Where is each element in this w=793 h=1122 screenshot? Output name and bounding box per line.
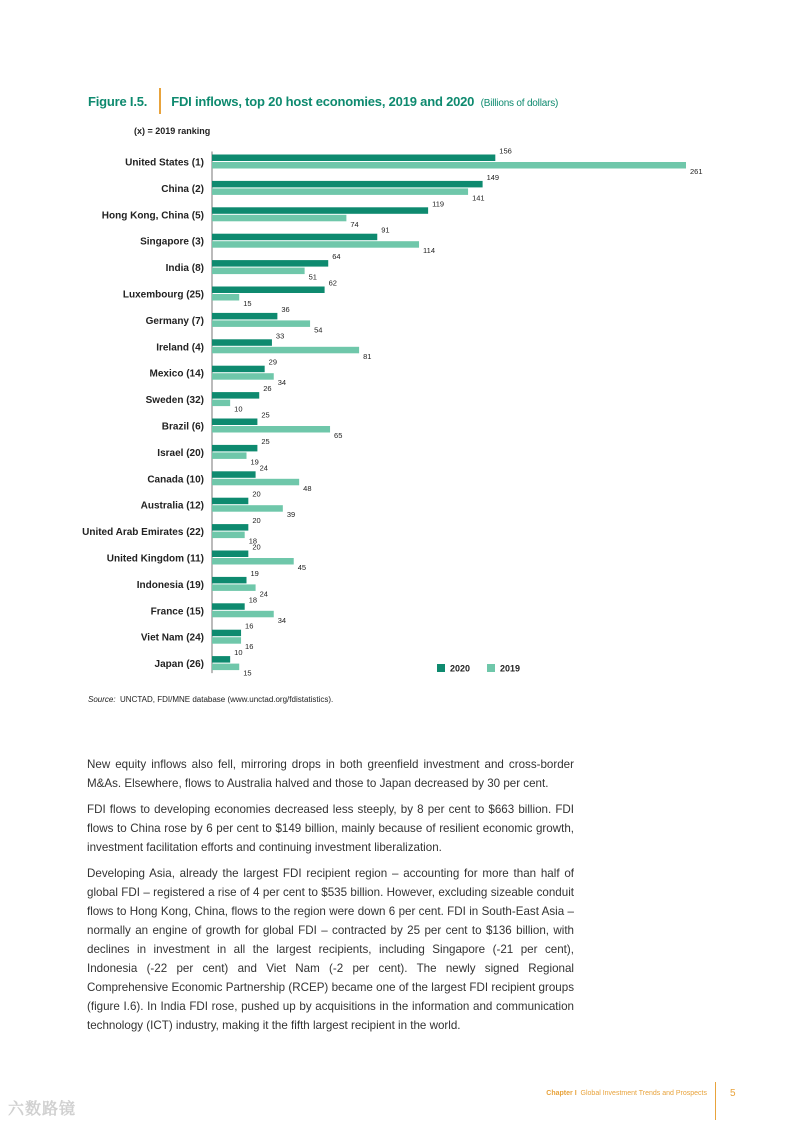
bar-2019	[212, 241, 419, 248]
data-label-2020: 19	[250, 568, 259, 578]
bar-2019	[212, 320, 310, 327]
bar-2020	[212, 339, 272, 346]
data-label-2020: 91	[381, 225, 390, 235]
category-label: Hong Kong, China (5)	[101, 210, 204, 222]
data-label-2019: 16	[245, 642, 254, 652]
bar-2019	[212, 584, 256, 591]
figure-number: Figure I.5.	[88, 93, 148, 109]
data-label-2019: 45	[297, 563, 307, 572]
data-label-2019: 54	[314, 325, 323, 335]
data-label-2020: 64	[332, 252, 341, 262]
data-label-2019: 34	[277, 615, 287, 625]
data-label-2020: 25	[261, 410, 270, 420]
bar-2019	[212, 162, 686, 169]
bar-2020	[212, 207, 428, 214]
data-label-2020: 24	[259, 463, 268, 473]
data-label-2020: 25	[261, 436, 270, 446]
data-label-2019: 18	[248, 536, 258, 546]
bar-2020	[212, 260, 328, 267]
category-label: Sweden (32)	[145, 395, 204, 407]
footer-chapter-label	[546, 1090, 707, 1097]
bar-2019	[212, 505, 283, 512]
data-label-2019: 19	[250, 457, 259, 467]
data-label-2019: 81	[363, 351, 372, 361]
category-label: United Kingdom (11)	[106, 553, 204, 565]
bar-2019	[212, 479, 299, 486]
bar-2019	[212, 426, 330, 433]
bar-2019	[212, 215, 346, 222]
page-footer	[0, 1080, 793, 1122]
data-label-2019: 24	[259, 589, 268, 599]
data-label-2020: 62	[328, 278, 337, 288]
data-label-2020: 20	[252, 516, 261, 526]
bar-2020	[212, 155, 495, 162]
data-label-2019: 39	[286, 510, 296, 520]
ranking-note: (x) = 2019 ranking	[134, 126, 211, 136]
category-label: United States (1)	[125, 157, 204, 169]
bar-2020	[212, 551, 248, 558]
bar-2020	[212, 630, 241, 637]
data-label-2019: 51	[308, 272, 317, 282]
category-label: United Arab Emirates (22)	[82, 527, 204, 539]
data-label-2020: 149	[486, 172, 500, 182]
data-label-2019: 261	[690, 167, 703, 176]
figure-unit: (Billions of dollars)	[480, 97, 559, 109]
category-label: Brazil (6)	[161, 421, 204, 433]
bar-2019	[212, 294, 239, 301]
category-label: Canada (10)	[147, 474, 204, 486]
bar-2020	[212, 313, 277, 320]
bar-2019	[212, 532, 245, 539]
bar-2020	[212, 234, 377, 241]
source-label: Source:	[88, 695, 116, 704]
category-label: Viet Nam (24)	[140, 632, 204, 644]
bar-2020	[212, 471, 256, 478]
bar-2020	[212, 656, 230, 663]
data-label-2019: 114	[423, 246, 436, 256]
paragraph: New equity inflows also fell, mirroring drops in both greenfield investment and cross-border M&As. Elsewhere, flows to Australia halved and those to Japan decreased by 30 per cent.	[87, 758, 574, 790]
category-label: India (8)	[165, 263, 204, 275]
paragraph: FDI flows to developing economies decreased less steeply, by 8 per cent to $663 billion. FDI flows to China rose by 6 per cent to $149 billion, mainly because of resilient economic growth, investment facilitation efforts and continuing investment liberalization.	[87, 803, 574, 854]
data-label-2020: 20	[252, 489, 261, 499]
data-label-2019: 10	[234, 404, 243, 414]
category-label: China (2)	[161, 183, 204, 195]
data-label-2020: 10	[234, 648, 243, 658]
source-text: UNCTAD, FDI/MNE database (www.unctad.org/fdistatistics).	[120, 695, 334, 704]
category-label: Australia (12)	[140, 500, 204, 512]
footer-chapter: Chapter I	[546, 1090, 577, 1097]
bar-2020	[212, 603, 245, 610]
data-label-2020: 20	[252, 542, 261, 552]
legend-swatch-2020	[437, 664, 445, 672]
page-number: 5	[730, 1088, 736, 1099]
bar-2019	[212, 268, 305, 275]
data-label-2020: 36	[281, 304, 290, 314]
footer-divider	[715, 1082, 716, 1120]
category-label: Mexico (14)	[149, 368, 204, 380]
bar-2020	[212, 366, 265, 373]
legend-swatch-2019	[487, 664, 495, 672]
bar-2019	[212, 452, 247, 459]
paragraph: Developing Asia, already the largest FDI recipient region – accounting for more than half of global FDI – registered a rise of 4 per cent to $535 billion. However, excluding sizeable conduit flows to Hong Kong, China, flows to the region were down 6 per cent. FDI in South-East Asia – normally an engine of growth for global FDI – contracted by 25 per cent to $136 billion, with declines in investment in all the largest recipients, including Singapore (-21 per cent), Indonesia (-22 per cent) and Viet Nam (-2 per cent). The newly signed Regional Comprehensive Economic Partnership (RCEP) became one of the largest FDI recipient groups (figure I.6). In India FDI rose, pushed up by acquisitions in the information and communication technology (ICT) industry, making it the fifth largest recipient in the world.	[87, 867, 574, 1032]
category-label: Singapore (3)	[140, 236, 204, 248]
body-text	[87, 755, 574, 1042]
bar-2019	[212, 188, 468, 195]
footer-section: Global Investment Trends and Prospects	[580, 1090, 707, 1097]
bar-2019	[212, 373, 274, 380]
bar-2020	[212, 181, 483, 188]
category-label: Indonesia (19)	[136, 579, 204, 591]
bar-2020	[212, 498, 248, 505]
data-label-2019: 15	[243, 668, 252, 678]
watermark-logo: 六数路镜	[8, 1101, 77, 1118]
bar-2020	[212, 577, 247, 584]
bar-2019	[212, 664, 239, 671]
bar-2020	[212, 445, 257, 452]
data-label-2020: 156	[499, 146, 512, 156]
bar-2020	[212, 524, 248, 531]
bar-2019	[212, 558, 294, 565]
category-label: Ireland (4)	[156, 342, 204, 354]
data-label-2020: 18	[248, 595, 258, 605]
bar-2019	[212, 637, 241, 644]
bar-2019	[212, 400, 230, 407]
data-label-2019: 141	[472, 193, 485, 203]
bar-2020	[212, 287, 325, 294]
legend-label-2019: 2019	[500, 663, 521, 674]
data-label-2019: 74	[350, 219, 359, 229]
source-note	[88, 695, 333, 704]
data-label-2020: 16	[245, 621, 254, 631]
data-label-2020: 33	[275, 331, 285, 341]
data-label-2019: 48	[303, 483, 312, 493]
data-label-2020: 119	[432, 199, 445, 209]
legend-label-2020: 2020	[450, 663, 471, 674]
data-label-2019: 65	[334, 431, 343, 440]
category-label: France (15)	[150, 606, 204, 618]
bar-2020	[212, 392, 259, 399]
figure-title-text: FDI inflows, top 20 host economies, 2019 and 2020	[171, 93, 475, 109]
bar-2019	[212, 347, 359, 354]
category-label: Israel (20)	[157, 447, 204, 459]
bar-2020	[212, 419, 257, 426]
category-label: Luxembourg (25)	[122, 289, 204, 301]
category-label: Japan (26)	[154, 659, 204, 671]
data-label-2020: 26	[263, 384, 272, 394]
data-label-2019: 34	[277, 378, 287, 388]
category-label: Germany (7)	[145, 315, 204, 327]
data-label-2019: 15	[243, 299, 252, 308]
data-label-2020: 29	[268, 357, 278, 367]
bar-2019	[212, 611, 274, 618]
